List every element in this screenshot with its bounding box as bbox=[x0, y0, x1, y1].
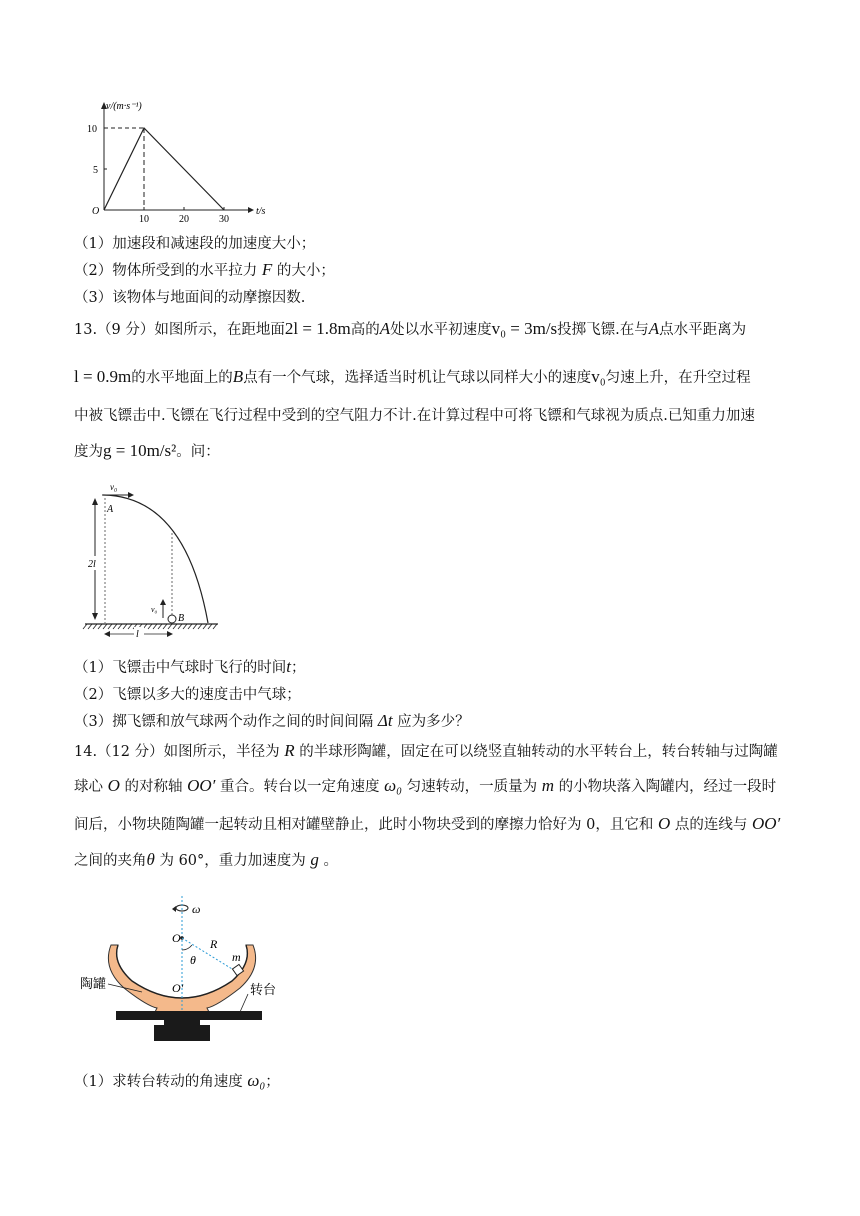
fig14-table-label: 转台 bbox=[250, 983, 277, 998]
x-axis-label: t/s bbox=[256, 206, 266, 217]
y-tick-label: 10 bbox=[87, 124, 97, 135]
ground-hatch-mark bbox=[198, 624, 202, 629]
fig13-v0-label: v₀ bbox=[110, 482, 118, 492]
q12-part2: （2）物体所受到的水平拉力 F 的大小； bbox=[74, 260, 335, 279]
ground-hatch-mark bbox=[113, 624, 117, 629]
ground-hatch-mark bbox=[213, 624, 217, 629]
ground-hatch-mark bbox=[158, 624, 162, 629]
velocity-line bbox=[104, 128, 224, 210]
fig13-v0b-label: v₀ bbox=[151, 605, 158, 614]
x-tick-label: 30 bbox=[219, 214, 229, 225]
ground-hatch-mark bbox=[163, 624, 167, 629]
x-tick-label: 20 bbox=[179, 214, 189, 225]
q13-line2: l = 0.9m的水平地面上的B点有一个气球，选择适当时机让气球以同样大小的速度v₀匀速上升，在升空过程 bbox=[74, 367, 751, 386]
x-tick-label: 10 bbox=[139, 214, 149, 225]
dart-balloon-diagram bbox=[80, 478, 225, 640]
q12-part3: （3）该物体与地面间的动摩擦因数. bbox=[74, 290, 306, 306]
y-tick-label: 5 bbox=[93, 165, 98, 176]
ground-hatch-mark bbox=[183, 624, 187, 629]
fig14-Oprime-label: O′ bbox=[172, 981, 184, 995]
q13-part3: （3）掷飞镖和放气球两个动作之间的时间间隔 Δt 应为多少？ bbox=[74, 711, 470, 730]
ground-hatch-mark bbox=[123, 624, 127, 629]
ground-hatch-mark bbox=[193, 624, 197, 629]
fig13-A-label: A bbox=[107, 504, 114, 515]
fig14-R-label: R bbox=[210, 937, 218, 951]
ground-hatch-mark bbox=[148, 624, 152, 629]
ground-hatch-mark bbox=[83, 624, 87, 629]
q14-line3: 间后，小物块随陶罐一起转动且相对罐壁静止，此时小物块受到的摩擦力恰好为 0，且它和 O 点的连线与 OO′ bbox=[74, 814, 781, 833]
fig13-B-label: B bbox=[178, 613, 185, 624]
ground-hatch-mark bbox=[168, 624, 172, 629]
ground-hatch-mark bbox=[178, 624, 182, 629]
q12-part1: （1）加速段和减速段的加速度大小； bbox=[74, 236, 316, 252]
fig14-O-label: O bbox=[172, 931, 181, 945]
ground-hatch-mark bbox=[93, 624, 97, 629]
q13-line4: 度为g = 10m/s²。问： bbox=[74, 441, 220, 460]
q13-line1: 13.（9 分）如图所示，在距地面2l = 1.8m高的A处以水平初速度v₀ = 3m/s投掷飞镖.在与A点水平距离为 bbox=[74, 319, 747, 338]
ground-hatch-mark bbox=[173, 624, 177, 629]
velocity-time-chart bbox=[80, 95, 270, 225]
x-axis-arrow bbox=[248, 207, 254, 213]
q13-part1: （1）飞镖击中气球时飞行的时间t； bbox=[74, 657, 306, 676]
q14-line4: 之间的夹角θ 为 60°，重力加速度为 g 。 bbox=[74, 850, 338, 869]
origin-label: O bbox=[92, 206, 100, 217]
q14-line2: 球心 O 的对称轴 OO′ 重合。转台以一定角速度 ω₀ 匀速转动，一质量为 m 的小物块落入陶罐内，经过一段时 bbox=[74, 776, 777, 795]
rotating-pot-diagram bbox=[72, 888, 282, 1053]
ground-hatch-mark bbox=[103, 624, 107, 629]
fig13-l-label: l bbox=[136, 629, 139, 640]
fig14-omega-label: ω bbox=[192, 902, 201, 916]
ground-hatch-mark bbox=[88, 624, 92, 629]
ground-hatch-mark bbox=[153, 624, 157, 629]
q14-part1: （1）求转台转动的角速度 ω₀； bbox=[74, 1071, 280, 1090]
ground-hatch-mark bbox=[208, 624, 212, 629]
ground-hatch-mark bbox=[203, 624, 207, 629]
y-axis-label: v/(m·s⁻¹) bbox=[106, 101, 142, 112]
q13-part2: （2）飞镖以多大的速度击中气球； bbox=[74, 687, 301, 703]
q13-line3: 中被飞镖击中.飞镖在飞行过程中受到的空气阻力不计.在计算过程中可将飞镖和气球视为质点.已知重力加速 bbox=[74, 408, 755, 424]
fig14-theta-label: θ bbox=[190, 953, 196, 967]
ground-hatch-mark bbox=[128, 624, 132, 629]
fig13-height-label: 2l bbox=[88, 559, 96, 570]
ground-hatch-mark bbox=[98, 624, 102, 629]
ground-hatch-mark bbox=[108, 624, 112, 629]
q14-line1: 14.（12 分）如图所示，半径为 R 的半球形陶罐，固定在可以绕竖直轴转动的水平转台上，转台转轴与过陶罐 bbox=[74, 741, 778, 760]
fig14-m-label: m bbox=[232, 950, 241, 964]
fig14-pot-label: 陶罐 bbox=[80, 977, 107, 992]
ground-hatch-mark bbox=[118, 624, 122, 629]
ground-hatch-mark bbox=[188, 624, 192, 629]
